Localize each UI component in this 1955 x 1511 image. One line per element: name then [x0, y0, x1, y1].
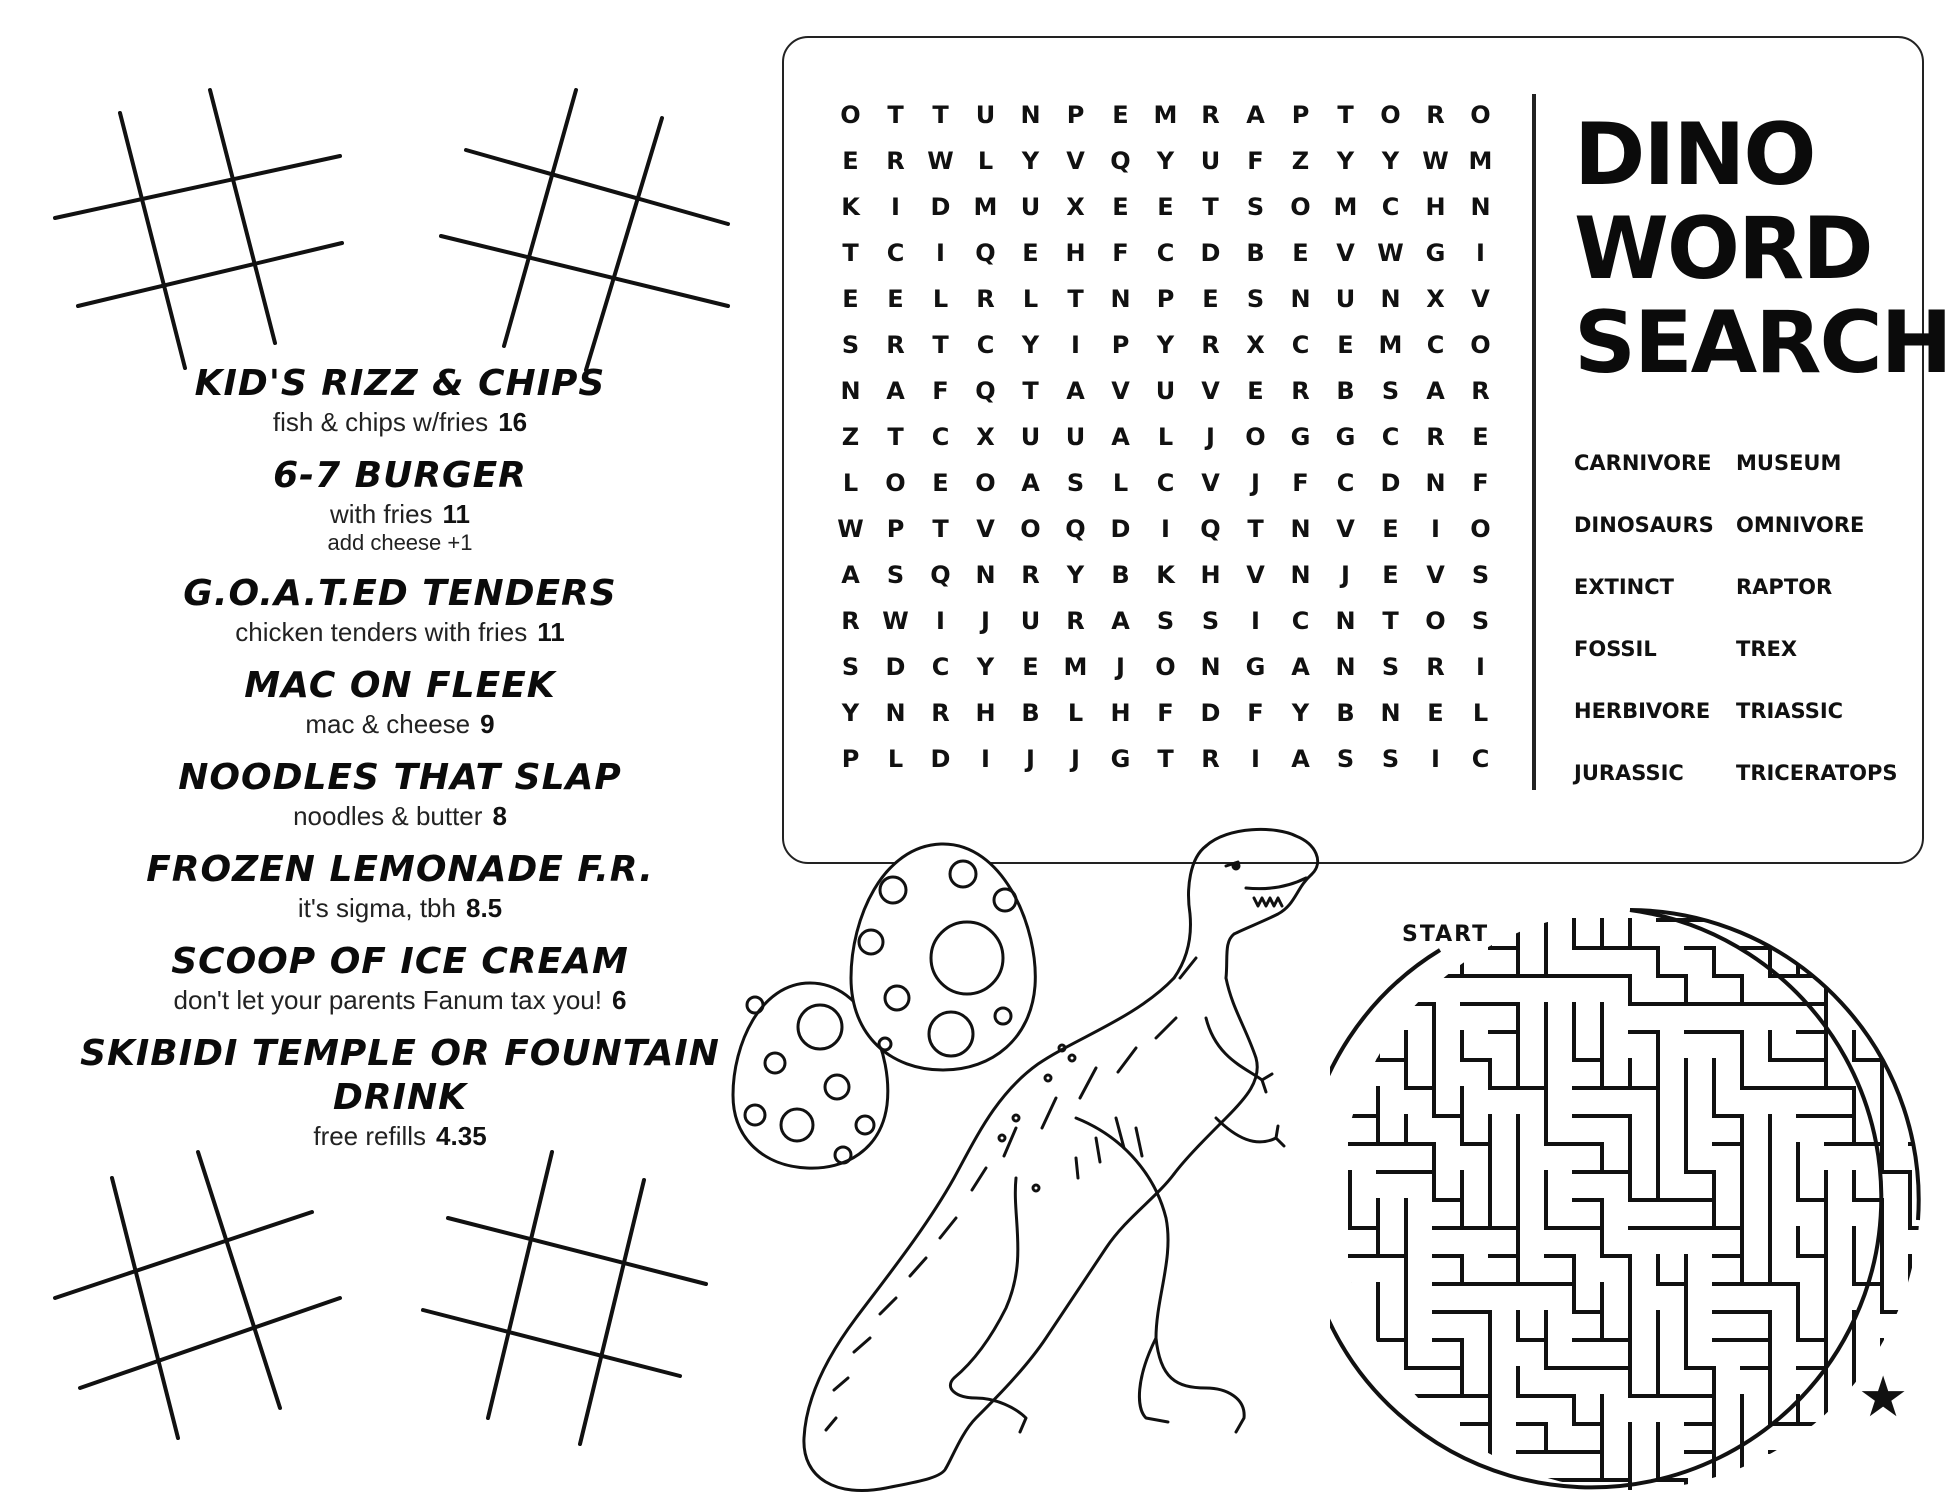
letter-cell[interactable]: R: [1201, 331, 1220, 359]
word-search-grid[interactable]: [828, 92, 1503, 782]
menu-item: [40, 454, 760, 556]
letter-cell[interactable]: E: [1112, 101, 1129, 129]
letter-cell[interactable]: N: [840, 377, 861, 405]
word-search-panel: [782, 36, 1951, 864]
letter-cell[interactable]: E: [1202, 285, 1219, 313]
star-icon: ★: [1858, 1365, 1909, 1430]
letter-cell[interactable]: N: [1020, 101, 1041, 129]
letter-cell[interactable]: I: [981, 745, 990, 773]
letter-cell[interactable]: Y: [1156, 331, 1175, 359]
letter-cell[interactable]: D: [1200, 699, 1221, 727]
word-list-item: TRIASSIC: [1736, 699, 1844, 723]
letter-cell[interactable]: R: [931, 699, 950, 727]
letter-cell[interactable]: C: [1156, 469, 1175, 497]
letter-cell[interactable]: N: [1290, 515, 1311, 543]
letter-cell[interactable]: I: [1071, 331, 1080, 359]
letter-cell[interactable]: J: [1206, 423, 1215, 451]
letter-cell[interactable]: E: [1382, 515, 1399, 543]
menu-item-name: SKIBIDI TEMPLE OR FOUNTAIN DRINK: [80, 1033, 720, 1118]
letter-cell[interactable]: T: [1022, 377, 1039, 405]
letter-cell[interactable]: T: [1247, 515, 1264, 543]
letter-cell[interactable]: I: [1431, 515, 1440, 543]
letter-cell[interactable]: M: [1378, 331, 1403, 359]
letter-cell[interactable]: A: [1426, 377, 1445, 405]
word-list-item: RAPTOR: [1736, 575, 1833, 599]
letter-cell[interactable]: O: [840, 101, 861, 129]
letter-cell[interactable]: N: [1425, 469, 1446, 497]
menu-item-price: 4.35: [436, 1121, 487, 1151]
letter-cell[interactable]: S: [841, 331, 860, 359]
word-list-item: EXTINCT: [1574, 575, 1674, 599]
letter-cell[interactable]: I: [936, 607, 945, 635]
letter-cell[interactable]: X: [1066, 193, 1085, 221]
letter-cell[interactable]: U: [1155, 377, 1176, 405]
menu-item: [40, 572, 760, 648]
title-line: SEARCH: [1574, 293, 1951, 393]
letter-cell[interactable]: V: [1426, 561, 1445, 589]
letter-cell[interactable]: Y: [1156, 147, 1175, 175]
letter-cell[interactable]: E: [842, 285, 859, 313]
menu-item-name: NOODLES THAT SLAP: [178, 757, 622, 798]
letter-cell[interactable]: R: [1201, 101, 1220, 129]
letter-cell[interactable]: U: [1020, 423, 1041, 451]
letter-cell[interactable]: A: [1291, 745, 1310, 773]
letter-cell[interactable]: U: [1020, 607, 1041, 635]
letter-cell[interactable]: R: [1201, 745, 1220, 773]
letter-cell[interactable]: G: [1110, 745, 1131, 773]
letter-cell[interactable]: U: [1020, 193, 1041, 221]
letter-cell[interactable]: P: [1066, 101, 1085, 129]
menu-item-price: 9: [480, 709, 495, 739]
letter-cell[interactable]: T: [1067, 285, 1084, 313]
word-list-item: DINOSAURS: [1574, 513, 1714, 537]
letter-cell[interactable]: E: [932, 469, 949, 497]
letter-cell[interactable]: R: [1066, 607, 1085, 635]
letter-cell[interactable]: I: [936, 239, 945, 267]
letter-cell[interactable]: U: [975, 101, 996, 129]
letter-cell[interactable]: Y: [1336, 147, 1355, 175]
letter-cell[interactable]: Y: [841, 699, 860, 727]
letter-cell[interactable]: H: [1110, 699, 1131, 727]
letter-cell[interactable]: C: [1381, 193, 1400, 221]
letter-cell[interactable]: L: [1022, 285, 1039, 313]
letter-cell[interactable]: Y: [1066, 561, 1085, 589]
word-list-item: JURASSIC: [1574, 761, 1684, 785]
letter-cell[interactable]: D: [1110, 515, 1131, 543]
word-list-item: FOSSIL: [1574, 637, 1657, 661]
tic-tac-toe-grid-top-left[interactable]: [50, 88, 350, 378]
letter-cell[interactable]: R: [1471, 377, 1490, 405]
letter-cell[interactable]: C: [1291, 607, 1310, 635]
menu-item-name: MAC ON FLEEK: [244, 665, 556, 706]
letter-cell[interactable]: C: [1336, 469, 1355, 497]
menu-item-note: add cheese +1: [327, 530, 473, 555]
letter-cell[interactable]: R: [1021, 561, 1040, 589]
letter-cell[interactable]: S: [1246, 193, 1265, 221]
letter-cell[interactable]: Y: [1021, 147, 1040, 175]
menu-item-price: 16: [498, 407, 528, 437]
letter-cell[interactable]: E: [1112, 193, 1129, 221]
letter-cell[interactable]: B: [1336, 699, 1355, 727]
letter-cell[interactable]: Q: [975, 239, 996, 267]
letter-cell[interactable]: R: [1426, 423, 1445, 451]
letter-cell[interactable]: E: [1337, 331, 1354, 359]
menu-item: [40, 664, 760, 740]
letter-cell[interactable]: E: [1427, 699, 1444, 727]
letter-cell[interactable]: I: [1251, 745, 1260, 773]
letter-cell[interactable]: L: [1157, 423, 1174, 451]
letter-cell[interactable]: N: [1335, 607, 1356, 635]
letter-cell[interactable]: O: [1470, 101, 1491, 129]
letter-cell[interactable]: A: [841, 561, 860, 589]
letter-cell[interactable]: C: [1426, 331, 1445, 359]
menu-item-description: chicken tenders with fries 11: [235, 617, 565, 647]
letter-cell[interactable]: S: [1381, 653, 1400, 681]
letter-cell[interactable]: J: [981, 607, 990, 635]
letter-cell[interactable]: V: [1201, 469, 1220, 497]
letter-cell[interactable]: W: [882, 607, 909, 635]
menu-item-price: 11: [537, 617, 565, 647]
menu-item-name: KID'S RIZZ & CHIPS: [194, 363, 606, 404]
letter-cell[interactable]: E: [1247, 377, 1264, 405]
letter-cell[interactable]: L: [1472, 699, 1489, 727]
letter-cell[interactable]: R: [886, 147, 905, 175]
letter-cell[interactable]: T: [1202, 193, 1219, 221]
letter-cell[interactable]: V: [976, 515, 995, 543]
letter-cell[interactable]: H: [975, 699, 996, 727]
letter-cell[interactable]: Q: [975, 377, 996, 405]
letter-cell[interactable]: L: [842, 469, 859, 497]
letter-cell[interactable]: I: [1251, 607, 1260, 635]
letter-cell[interactable]: V: [1336, 239, 1355, 267]
letter-cell[interactable]: W: [1422, 147, 1449, 175]
letter-cell[interactable]: T: [887, 423, 904, 451]
letter-cell[interactable]: X: [1426, 285, 1445, 313]
letter-cell[interactable]: L: [887, 745, 904, 773]
menu-item-name: 6-7 BURGER: [273, 455, 527, 496]
letter-cell[interactable]: N: [975, 561, 996, 589]
letter-cell[interactable]: D: [1380, 469, 1401, 497]
letter-cell[interactable]: S: [1471, 561, 1490, 589]
letter-cell[interactable]: B: [1021, 699, 1040, 727]
letter-cell[interactable]: W: [1377, 239, 1404, 267]
letter-cell[interactable]: F: [1157, 699, 1174, 727]
letter-cell[interactable]: I: [891, 193, 900, 221]
letter-cell[interactable]: B: [1336, 377, 1355, 405]
menu-item-description: it's sigma, tbh 8.5: [297, 893, 503, 923]
tic-tac-toe-grid-bottom-left[interactable]: [50, 1148, 350, 1448]
letter-cell[interactable]: V: [1201, 377, 1220, 405]
letter-cell[interactable]: E: [842, 147, 859, 175]
letter-cell[interactable]: S: [1066, 469, 1085, 497]
letter-cell[interactable]: P: [1111, 331, 1130, 359]
letter-cell[interactable]: O: [1470, 515, 1491, 543]
letter-cell[interactable]: C: [976, 331, 995, 359]
letter-cell[interactable]: O: [1470, 331, 1491, 359]
letter-cell[interactable]: L: [932, 285, 949, 313]
letter-cell[interactable]: E: [1157, 193, 1174, 221]
letter-cell[interactable]: F: [1472, 469, 1489, 497]
menu-item: [40, 1032, 760, 1152]
letter-cell[interactable]: H: [1200, 561, 1221, 589]
word-list-item: TRICERATOPS: [1736, 761, 1898, 785]
letter-cell[interactable]: C: [1291, 331, 1310, 359]
letter-cell[interactable]: Z: [1291, 147, 1310, 175]
letter-cell[interactable]: J: [1341, 561, 1350, 589]
letter-cell[interactable]: T: [932, 331, 949, 359]
letter-cell[interactable]: I: [1476, 653, 1485, 681]
letter-cell[interactable]: S: [1156, 607, 1175, 635]
letter-cell[interactable]: K: [841, 193, 860, 221]
letter-cell[interactable]: U: [1200, 147, 1221, 175]
letter-cell[interactable]: F: [932, 377, 949, 405]
circular-maze[interactable]: [1330, 900, 1930, 1500]
letter-cell[interactable]: Y: [976, 653, 995, 681]
letter-cell[interactable]: C: [931, 653, 950, 681]
letter-cell[interactable]: A: [1066, 377, 1085, 405]
letter-cell[interactable]: F: [1247, 147, 1264, 175]
letter-cell[interactable]: M: [1333, 193, 1358, 221]
letter-cell[interactable]: V: [1336, 515, 1355, 543]
letter-cell[interactable]: X: [1246, 331, 1265, 359]
letter-cell[interactable]: O: [1380, 101, 1401, 129]
letter-cell[interactable]: I: [1476, 239, 1485, 267]
menu-item-description: don't let your parents Fanum tax you! 6: [173, 985, 627, 1015]
letter-cell[interactable]: O: [1155, 653, 1176, 681]
letter-cell[interactable]: K: [1156, 561, 1175, 589]
letter-cell[interactable]: J: [1251, 469, 1260, 497]
letter-cell[interactable]: D: [1200, 239, 1221, 267]
letter-cell[interactable]: G: [1245, 653, 1266, 681]
tic-tac-toe-grid-bottom-right[interactable]: [418, 1148, 718, 1448]
letter-cell[interactable]: V: [1471, 285, 1490, 313]
letter-cell[interactable]: N: [1290, 561, 1311, 589]
letter-cell[interactable]: N: [1200, 653, 1221, 681]
letter-cell[interactable]: E: [887, 285, 904, 313]
letter-cell[interactable]: L: [977, 147, 994, 175]
letter-cell[interactable]: L: [1067, 699, 1084, 727]
letter-cell[interactable]: O: [1020, 515, 1041, 543]
letter-cell[interactable]: S: [1381, 377, 1400, 405]
title-line: WORD: [1574, 199, 1872, 299]
letter-cell[interactable]: S: [1246, 285, 1265, 313]
letter-cell[interactable]: U: [1335, 285, 1356, 313]
letter-cell[interactable]: C: [931, 423, 950, 451]
menu-item-name: FROZEN LEMONADE F.R.: [146, 849, 654, 890]
letter-cell[interactable]: R: [841, 607, 860, 635]
letter-cell[interactable]: S: [1471, 607, 1490, 635]
word-list-item: MUSEUM: [1736, 451, 1842, 475]
letter-cell[interactable]: A: [1021, 469, 1040, 497]
letter-cell[interactable]: L: [1112, 469, 1129, 497]
menu-item-price: 6: [611, 985, 627, 1015]
tic-tac-toe-grid-top-right[interactable]: [436, 88, 736, 378]
menu-item: [40, 940, 760, 1016]
letter-cell[interactable]: N: [1470, 193, 1491, 221]
letter-cell[interactable]: Q: [930, 561, 951, 589]
letter-cell[interactable]: A: [1291, 653, 1310, 681]
letter-cell[interactable]: E: [1022, 239, 1039, 267]
letter-cell[interactable]: F: [1247, 699, 1264, 727]
letter-cell[interactable]: G: [1425, 239, 1446, 267]
letter-cell[interactable]: O: [1245, 423, 1266, 451]
word-list-item: OMNIVORE: [1736, 513, 1865, 537]
letter-cell[interactable]: R: [1426, 101, 1445, 129]
letter-cell[interactable]: M: [973, 193, 998, 221]
letter-cell[interactable]: V: [1246, 561, 1265, 589]
letter-cell[interactable]: B: [1246, 239, 1265, 267]
word-search-title: [1574, 105, 1951, 393]
letter-cell[interactable]: T: [842, 239, 859, 267]
letter-cell[interactable]: N: [1110, 285, 1131, 313]
letter-cell[interactable]: I: [1161, 515, 1170, 543]
letter-cell[interactable]: F: [1112, 239, 1129, 267]
letter-cell[interactable]: T: [1337, 101, 1354, 129]
letter-cell[interactable]: R: [976, 285, 995, 313]
letter-cell[interactable]: D: [930, 193, 951, 221]
letter-cell[interactable]: V: [1111, 377, 1130, 405]
letter-cell[interactable]: O: [975, 469, 996, 497]
letter-cell[interactable]: T: [1382, 607, 1399, 635]
letter-cell[interactable]: N: [1335, 653, 1356, 681]
letter-cell[interactable]: T: [1157, 745, 1174, 773]
letter-cell[interactable]: T: [887, 101, 904, 129]
letter-cell[interactable]: Q: [1065, 515, 1086, 543]
letter-cell[interactable]: C: [886, 239, 905, 267]
letter-cell[interactable]: Q: [1110, 147, 1131, 175]
letter-cell[interactable]: A: [1246, 101, 1265, 129]
word-list-item: CARNIVORE: [1574, 451, 1712, 475]
menu-item: [40, 362, 760, 438]
letter-cell[interactable]: Q: [1200, 515, 1221, 543]
kids-menu: [40, 362, 760, 1168]
letter-cell[interactable]: R: [886, 331, 905, 359]
letter-cell[interactable]: S: [1336, 745, 1355, 773]
letter-cell[interactable]: M: [1468, 147, 1493, 175]
letter-cell[interactable]: B: [1111, 561, 1130, 589]
menu-item-name: SCOOP OF ICE CREAM: [171, 941, 629, 982]
letter-cell[interactable]: E: [1292, 239, 1309, 267]
letter-cell[interactable]: S: [1201, 607, 1220, 635]
letter-cell[interactable]: S: [1381, 745, 1400, 773]
letter-cell[interactable]: Z: [841, 423, 860, 451]
letter-cell[interactable]: S: [886, 561, 905, 589]
letter-cell[interactable]: R: [1291, 377, 1310, 405]
letter-cell[interactable]: E: [1382, 561, 1399, 589]
divider: [1532, 94, 1536, 790]
letter-cell[interactable]: O: [1425, 607, 1446, 635]
title-line: DINO: [1574, 105, 1815, 205]
letter-cell[interactable]: D: [885, 653, 906, 681]
menu-item-description: noodles & butter 8: [293, 801, 507, 831]
letter-cell[interactable]: O: [1290, 193, 1311, 221]
letter-cell[interactable]: C: [1381, 423, 1400, 451]
t-rex-drawing: [776, 818, 1366, 1508]
menu-item-price: 8.5: [465, 893, 503, 923]
word-list-item: HERBIVORE: [1574, 699, 1711, 723]
letter-cell[interactable]: G: [1290, 423, 1311, 451]
menu-item: [40, 848, 760, 924]
letter-cell[interactable]: N: [885, 699, 906, 727]
letter-cell[interactable]: J: [1071, 745, 1080, 773]
letter-cell[interactable]: Y: [1381, 147, 1400, 175]
letter-cell[interactable]: A: [886, 377, 905, 405]
letter-cell[interactable]: E: [1472, 423, 1489, 451]
letter-cell[interactable]: C: [1471, 745, 1490, 773]
letter-cell[interactable]: O: [885, 469, 906, 497]
letter-cell[interactable]: G: [1335, 423, 1356, 451]
letter-cell[interactable]: U: [1065, 423, 1086, 451]
letter-cell[interactable]: I: [1431, 745, 1440, 773]
menu-item-description: with fries 11: [329, 499, 471, 529]
letter-cell[interactable]: F: [1292, 469, 1309, 497]
letter-cell[interactable]: H: [1425, 193, 1446, 221]
letter-cell[interactable]: A: [1111, 607, 1130, 635]
letter-cell[interactable]: N: [1380, 285, 1401, 313]
menu-item-name: G.O.A.T.ED TENDERS: [183, 573, 617, 614]
letter-cell[interactable]: H: [1065, 239, 1086, 267]
letter-cell[interactable]: X: [976, 423, 995, 451]
letter-cell[interactable]: T: [932, 101, 949, 129]
letter-cell[interactable]: T: [932, 515, 949, 543]
letter-cell[interactable]: J: [1026, 745, 1035, 773]
letter-cell[interactable]: E: [1022, 653, 1039, 681]
letter-cell[interactable]: Y: [1291, 699, 1310, 727]
letter-cell[interactable]: J: [1116, 653, 1125, 681]
menu-item-description: mac & cheese 9: [305, 709, 495, 739]
letter-cell[interactable]: C: [1156, 239, 1175, 267]
letter-cell[interactable]: P: [886, 515, 905, 543]
menu-item: [40, 756, 760, 832]
menu-item-description: fish & chips w/fries 16: [272, 407, 528, 437]
letter-cell[interactable]: N: [1380, 699, 1401, 727]
letter-cell[interactable]: P: [1291, 101, 1310, 129]
letter-cell[interactable]: W: [837, 515, 864, 543]
letter-cell[interactable]: A: [1111, 423, 1130, 451]
letter-cell[interactable]: W: [927, 147, 954, 175]
menu-item-price: 8: [492, 801, 507, 831]
letter-cell[interactable]: R: [1426, 653, 1445, 681]
word-list: [1574, 432, 1904, 804]
maze-start-label: START: [1402, 922, 1490, 947]
menu-item-description: free refills 4.35: [313, 1121, 487, 1151]
letter-cell[interactable]: S: [841, 653, 860, 681]
menu-item-price: 11: [442, 499, 471, 529]
letter-cell[interactable]: P: [841, 745, 860, 773]
letter-cell[interactable]: V: [1066, 147, 1085, 175]
letter-cell[interactable]: D: [930, 745, 951, 773]
letter-cell[interactable]: M: [1063, 653, 1088, 681]
letter-cell[interactable]: P: [1156, 285, 1175, 313]
letter-cell[interactable]: N: [1290, 285, 1311, 313]
letter-cell[interactable]: Y: [1021, 331, 1040, 359]
word-list-item: TREX: [1736, 637, 1798, 661]
letter-cell[interactable]: M: [1153, 101, 1178, 129]
